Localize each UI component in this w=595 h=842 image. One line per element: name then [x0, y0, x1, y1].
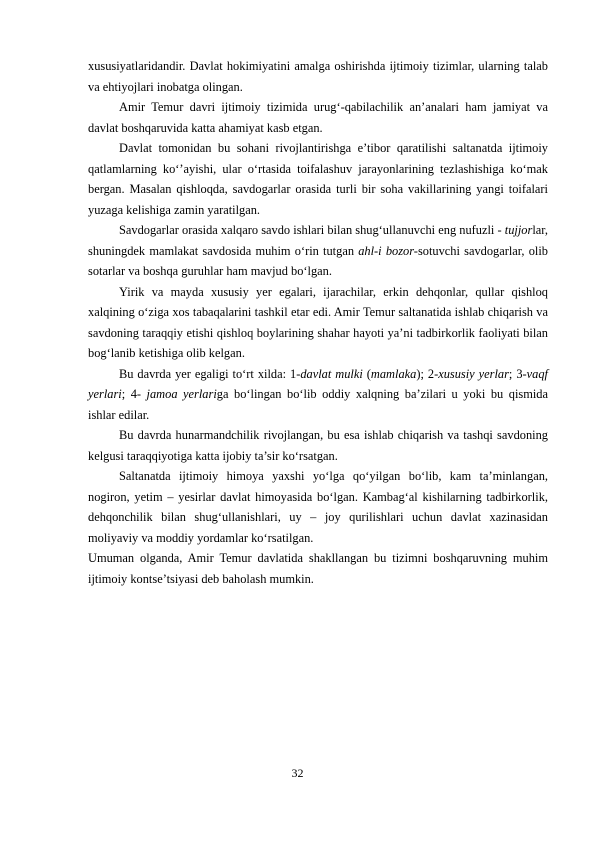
italic-term: jamoa yerlari — [146, 387, 217, 401]
text-run: ( — [362, 366, 371, 381]
text-run: sotuvchi savdogarlar, olib sotarlar va boshqa guruhlar ham mavjud bo‘lgan. — [88, 243, 548, 278]
text-run: lar, shuningdek mamlakat savdosida muhim o‘rin tutgan — [88, 223, 548, 258]
paragraph — [88, 548, 548, 589]
text-run: Yirik va mayda xususiy yer egalari, ijarachilar, erkin dehqonlar, qullar qishloq xalqining o‘ziga xos tabaqalarini tashkil etar edi. Amir Temur saltanatida ishlab chiqarish va savdoning taraqqiy etishi qishloq boylarining shahar hayoti ya’ni tadbirkorlik faoliyati bilan bog‘lanib ketishiga olib kelgan. — [88, 284, 548, 360]
paragraph — [88, 466, 548, 548]
text-run: ); 2- — [416, 366, 439, 381]
paragraph — [88, 97, 548, 138]
text-run: Umuman olganda, Amir Temur davlatida shakllangan bu tizimni boshqaruvning muhim ijtimoiy kontse’tsiyasi deb baholash mumkin. — [88, 551, 548, 586]
text-run: Savdogarlar orasida xalqaro savdo ishlari bilan shug‘ullanuvchi eng nufuzli - — [119, 223, 505, 237]
text-run: ga bo‘lingan bo‘lib oddiy xalqning ba’zilari u yoki bu qismida ishlar edilar. — [88, 387, 548, 422]
text-run: ; 3- — [508, 366, 527, 381]
paragraph — [88, 282, 548, 364]
text-run: ; 4- — [121, 387, 147, 401]
text-run: Amir Temur davri ijtimoiy tizimida urug‘-qabilachilik an’analari ham jamiyat va davlat boshqaruvida katta ahamiyat kasb etgan. — [88, 100, 548, 135]
text-run: Davlat tomonidan bu sohani rivojlantirishga e’tibor qaratilishi saltanatda ijtimoiy qatlamlarning ko‘’ayishi, ular o‘rtasida toifalashuv jarayonlarining tezlashishiga ko‘mak bergan. Masalan qishloqda, savdogarlar orasida turli bir soha vakillarining yangi toifalari yuzaga kelishiga zamin yaratilgan. — [88, 141, 548, 217]
paragraph — [88, 425, 548, 466]
paragraph — [88, 56, 548, 97]
italic-term: ahl-i bozor- — [358, 243, 418, 258]
paragraph — [88, 138, 548, 220]
text-run: Saltanatda ijtimoiy himoya yaxshi yo‘lga qo‘yilgan bo‘lib, kam ta’minlangan, nogiron, yetim – yesirlar davlat himoyasida bo‘lgan. Kambag‘al kishilarning tadbirkorlik, dehqonchilik bilan shug‘ullanishlari, uy – joy qurilishlari uchun davlat xazinasidan moliyaviy va moddiy yordamlar ko‘rsatilgan. — [88, 469, 548, 545]
text-run: Bu davrda hunarmandchilik rivojlangan, bu esa ishlab chiqarish va tashqi savdoning kelgusi taraqqiyotiga katta ijobiy ta’sir ko‘rsatgan. — [88, 428, 548, 463]
italic-term: davlat mulki — [300, 366, 363, 381]
paragraph — [88, 364, 548, 426]
text-run: Bu davrda yer egaligi to‘rt xilda: 1- — [119, 366, 301, 381]
italic-term: tujjor — [504, 223, 533, 237]
body-text — [88, 56, 548, 589]
paragraph — [88, 220, 548, 282]
italic-term: vaqf yerlari — [88, 366, 548, 401]
page-number: 32 — [291, 766, 304, 780]
text-run: xususiyatlaridandir. Davlat hokimiyatini amalga oshirishda ijtimoiy tizimlar, ularning talab va ehtiyojlari inobatga olingan. — [88, 59, 548, 94]
italic-term: xususiy yerlar — [438, 366, 509, 381]
italic-term: mamlaka — [370, 366, 417, 381]
